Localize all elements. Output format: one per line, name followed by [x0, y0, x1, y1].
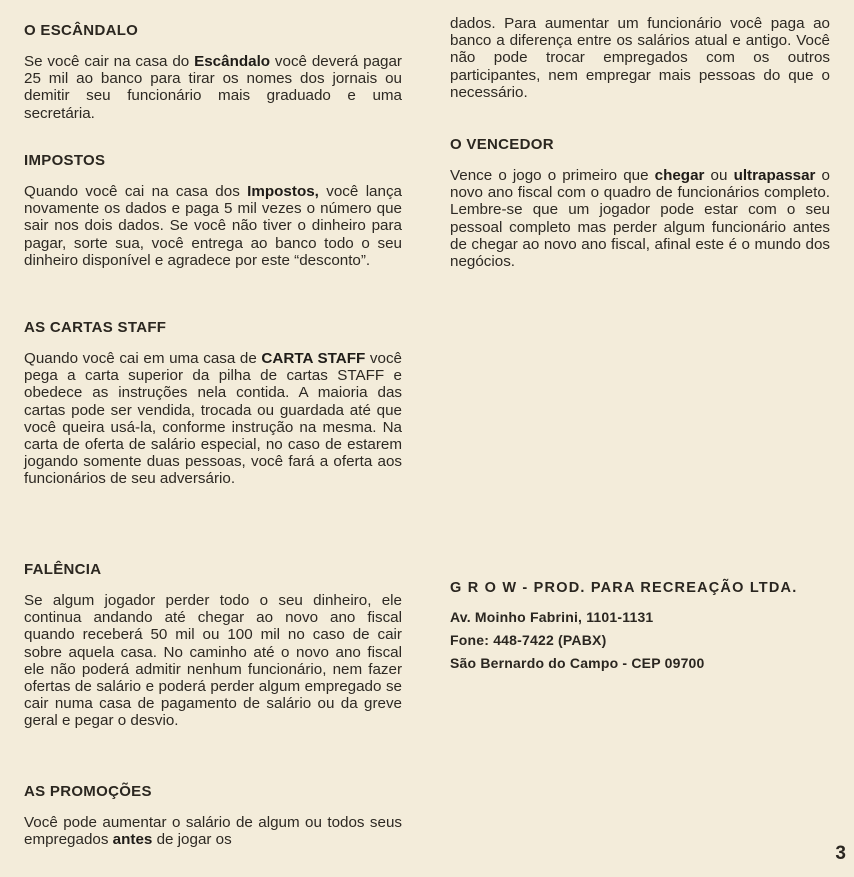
section-text [24, 592, 402, 730]
section-falencia [24, 561, 402, 730]
section-vencedor [450, 136, 830, 270]
text-run: Se você cair na casa do [24, 53, 195, 70]
section-text [24, 814, 402, 848]
bold-term: antes [112, 831, 153, 849]
section-cartas-staff [24, 319, 402, 488]
company-phone: Fone: 448-7422 (PABX) [450, 632, 607, 648]
text-run: Se algum jogador perder todo o seu dinheiro, ele continua andando até chegar ao novo ano fiscal quando receberá 50 mil ou 100 mil no caso de cair sobre aquela casa. No caminho até o novo ano fiscal ele não poderá admitir nenhum funcionário, nem fazer ofertas de salário e poderá perder algum empregado se cair numa casa de pagamento de salário ou da greve geral e pegar o desvio. [24, 592, 402, 730]
text-run: de jogar os [152, 831, 232, 849]
text-run: o novo ano fiscal com o quadro de funcionários completo. Lembre-se que um jogador pode estar com o seu pessoal completo mas perder algum funcionário antes de chegar ao novo ano fiscal, afinal este é o mundo dos negócios. [450, 167, 831, 271]
section-text [24, 350, 402, 488]
section-text [450, 167, 830, 270]
section-title: O ESCÂNDALO [24, 22, 139, 39]
company-name: G R O W - PROD. PARA RECREAÇÃO LTDA. [450, 580, 798, 596]
section-text: dados. Para aumentar um funcionário você paga ao banco a diferença entre os salários atual e antigo. Você não pode trocar empregados com os outros participantes, nem empregar mais pessoas do que o necessário. [450, 15, 830, 101]
text-run: Quando você cai em uma casa de [24, 350, 262, 367]
section-title: IMPOSTOS [24, 152, 106, 169]
text-run: você pega a carta superior da pilha de cartas STAFF e obedece as instruções nela contida. A maioria das cartas pode ser vendida, trocada ou guardada até que você queira usá-la, conforme instrução na mesma. Na carta de oferta de salário especial, no caso de estarem jogando somente duas pessoas, você fará a oferta aos funcionários de seu adversário. [24, 350, 402, 488]
company-address: Av. Moinho Fabrini, 1101-1131 [450, 609, 654, 625]
text-run: ou [704, 167, 734, 184]
company-city: São Bernardo do Campo - CEP 09700 [450, 655, 705, 671]
section-impostos [24, 152, 402, 269]
section-title: O VENCEDOR [450, 136, 554, 153]
section-escandalo [24, 22, 402, 122]
section-promocoes [24, 783, 402, 848]
bold-term: CARTA STAFF [261, 350, 366, 367]
company-info [450, 580, 840, 678]
section-text [24, 53, 402, 122]
bold-term: ultrapassar [733, 167, 816, 184]
section-title: AS PROMOÇÕES [24, 783, 152, 800]
bold-term: chegar [654, 167, 705, 184]
section-promocoes-continued [450, 15, 830, 101]
bold-term: Escândalo [194, 53, 271, 70]
text-run: você deverá pagar 25 mil ao banco para tirar os nomes dos jornais ou demitir seu funcionário mais graduado e uma secretária. [24, 53, 402, 122]
text-run: Vence o jogo o primeiro que [450, 167, 655, 184]
section-text [24, 183, 402, 269]
section-title: FALÊNCIA [24, 561, 102, 578]
text-run: Quando você cai na casa dos [24, 183, 248, 200]
section-title: AS CARTAS STAFF [24, 319, 167, 336]
text-run: Você pode aumentar o salário de algum ou todos seus empregados [24, 814, 402, 849]
text-run: você lança novamente os dados e paga 5 mil vezes o número que sair nos dois dados. Se você não tiver o dinheiro para pagar, sorte sua, você entrega ao banco todo o seu dinheiro disponível e agradece por este “desconto”. [24, 183, 402, 269]
page-number: 3 [835, 843, 846, 864]
bold-term: Impostos, [247, 183, 319, 200]
